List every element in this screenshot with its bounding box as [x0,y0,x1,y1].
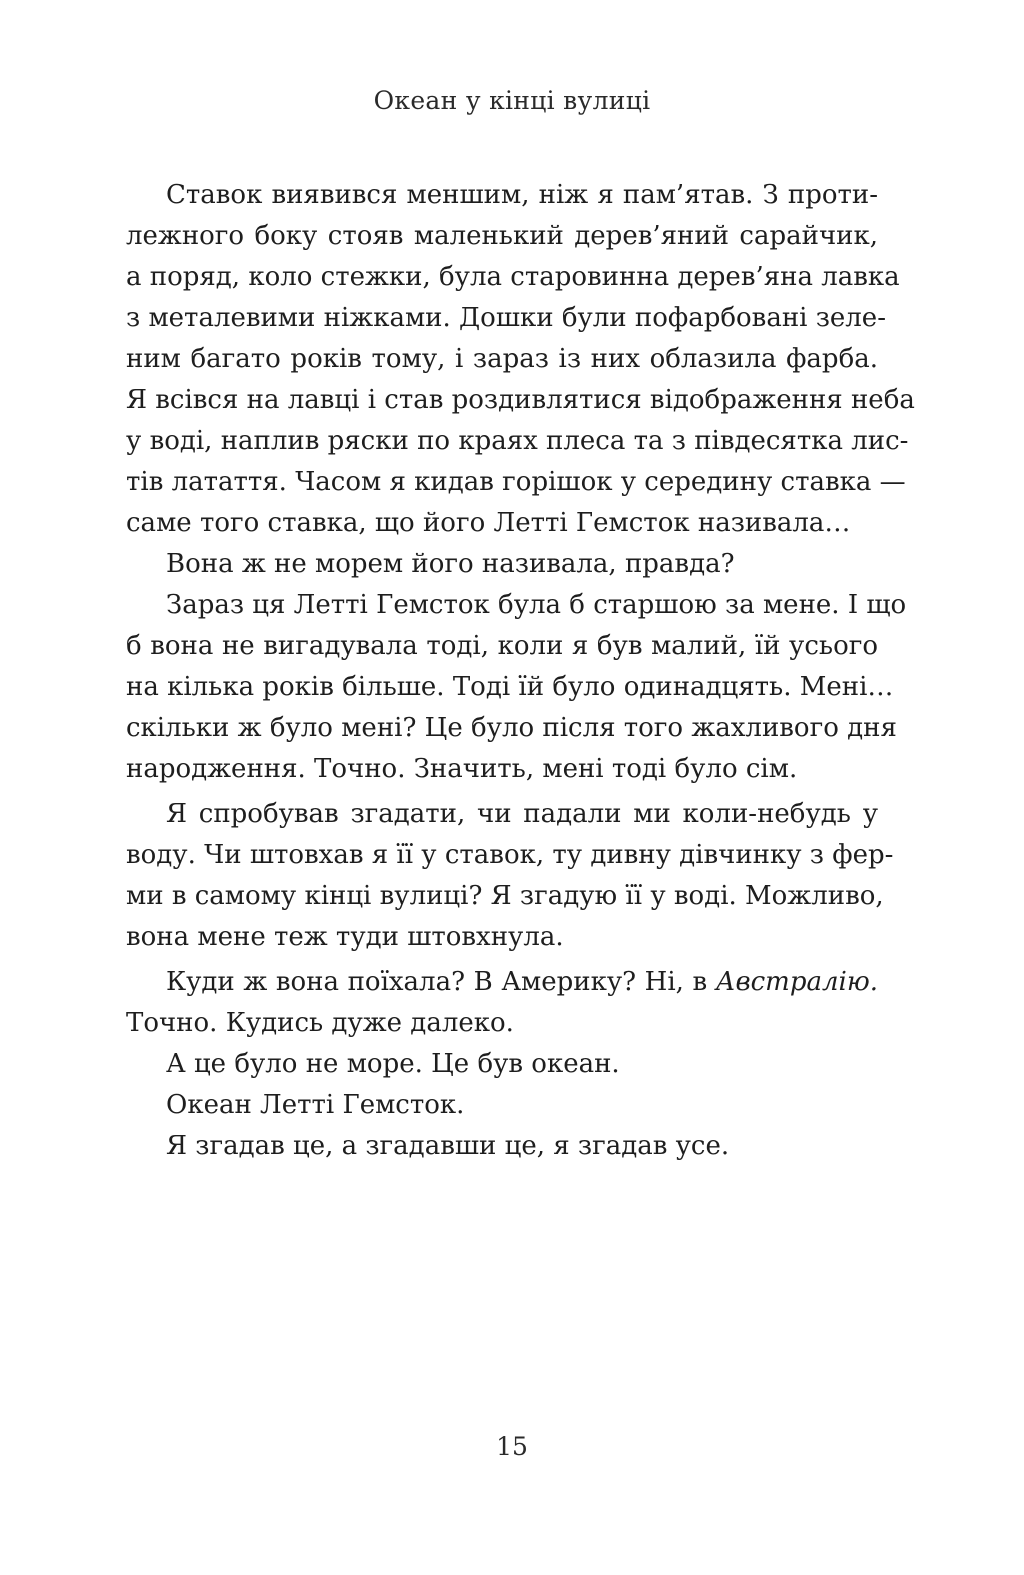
text-line: скільки ж було мені? Це було після того жахливого дня [126,713,897,743]
paragraph-6 [126,1044,878,1085]
text-line: а поряд, коло стежки, була старовинна дерев’яна лавка [126,262,900,292]
paragraph-5 [126,962,878,1044]
text-line: народження. Точно. Значить, мені тоді було сім. [126,754,798,784]
text-line: тів латаття. Часом я кидав горішок у середину ставка — [126,467,906,497]
text-line: вона мене теж туди штовхнула. [126,922,564,952]
paragraph-4 [126,794,894,958]
text-line: б вона не вигадувала тоді, коли я був малий, їй усього [126,631,878,661]
paragraph-8 [126,1126,878,1167]
paragraph-7 [126,1085,878,1126]
text-line: ми в самому кінці вулиці? Я згадую її у воді. Можливо, [126,881,884,911]
text-line: воду. Чи штовхав я її у ставок, ту дивну дівчинку з фер- [126,840,894,870]
text-line: на кілька років більше. Тоді їй було одинадцять. Мені… [126,672,894,702]
text-line: у воді, наплив ряски по краях плеса та з півдесятка лис- [126,426,909,456]
text-line: Океан Летті Гемсток. [166,1090,465,1120]
text-line [126,962,878,1003]
text-line: саме того ставка, що його Летті Гемсток називала… [126,508,851,538]
text-line: А це було не море. Це був океан. [166,1049,620,1079]
page-number: 15 [496,1432,528,1461]
paragraph-3 [126,585,907,790]
text-line: Ставок виявився меншим, ніж я пам’ятав. З проти- [166,180,878,210]
text-line: Вона ж не морем його називала, правда? [166,549,735,579]
text-line: Я спробував згадати, чи падали ми коли-небудь у [166,799,878,829]
text-span: Куди ж вона поїхала? В Америку? Ні, в [166,967,716,997]
paragraph-2 [126,544,878,585]
text-line: лежного боку стояв маленький дерев’яний сарайчик, [126,221,878,251]
text-line: з металевими ніжками. Дошки були пофарбовані зеле- [126,303,886,333]
text-line: Зараз ця Летті Гемсток була б старшою за мене. І що [166,590,907,620]
italic-country-name: Австралію. [715,967,878,997]
text-line: ним багато років тому, і зараз із них облазила фарба. [126,344,878,374]
text-line: Я згадав це, а згадавши це, я згадав усе. [166,1131,730,1161]
body-text [126,175,915,1167]
text-line: Я всівся на лавці і став роздивлятися відображення неба [126,385,915,415]
text-line: Точно. Кудись дуже далеко. [126,1008,514,1038]
paragraph-1 [126,175,915,544]
running-head: Океан у кінці вулиці [373,86,651,115]
